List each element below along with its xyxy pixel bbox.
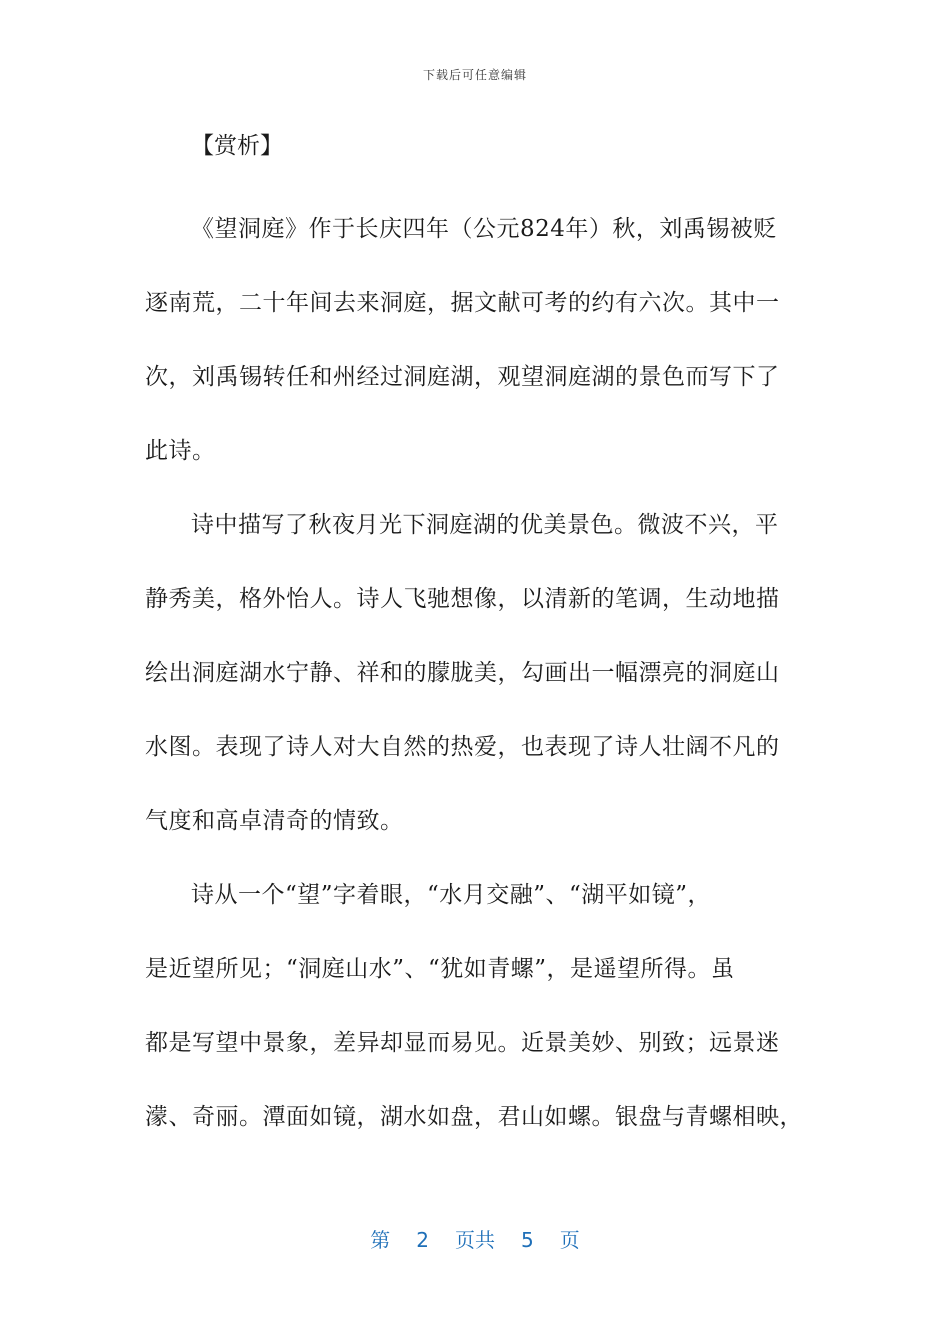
paragraph-line: 诗从一个“望”字着眼，“水月交融”、“湖平如镜”， xyxy=(191,882,712,908)
paragraph-line: 水图。表现了诗人对大自然的热爱，也表现了诗人壮阔不凡的 xyxy=(145,734,780,760)
footer-suffix: 页 xyxy=(559,1228,580,1252)
paragraph-line: 静秀美，格外怡人。诗人飞驰想像，以清新的笔调，生动地描 xyxy=(145,586,780,612)
paragraph-line: 次，刘禹锡转任和州经过洞庭湖，观望洞庭湖的景色而写下了 xyxy=(145,364,780,390)
footer-middle: 页共 xyxy=(455,1228,495,1252)
document-body xyxy=(145,118,805,1154)
paragraph-line: 都是写望中景象，差异却显而易见。近景美妙、别致；远景迷 xyxy=(145,1030,780,1056)
section-heading: 【赏析】 xyxy=(191,133,283,159)
paragraph-3 xyxy=(145,858,805,1154)
paragraph-line: 绘出洞庭湖水宁静、祥和的朦胧美，勾画出一幅漂亮的洞庭山 xyxy=(145,660,780,686)
paragraph-line: 《望洞庭》作于长庆四年（公元824年）秋，刘禹锡被贬 xyxy=(191,216,777,242)
paragraph-1 xyxy=(145,192,805,488)
paragraph-line: 逐南荒，二十年间去来洞庭，据文献可考的约有六次。其中一 xyxy=(145,290,780,316)
paragraph-line: 诗中描写了秋夜月光下洞庭湖的优美景色。微波不兴，平 xyxy=(191,512,779,538)
paragraph-2 xyxy=(145,488,805,858)
total-pages-number: 5 xyxy=(521,1228,534,1252)
paragraph-line: 是近望所见；“洞庭山水”、“犹如青螺”，是遥望所得。虽 xyxy=(145,956,735,982)
current-page-number: 2 xyxy=(416,1228,429,1252)
header-note: 下载后可任意编辑 xyxy=(422,68,527,82)
paragraph-line: 濛、奇丽。潭面如镜，湖水如盘，君山如螺。银盘与青螺相映， xyxy=(145,1104,803,1130)
paragraph-line: 气度和高卓清奇的情致。 xyxy=(145,808,404,834)
footer-prefix: 第 xyxy=(370,1228,391,1252)
page-footer xyxy=(0,1224,950,1253)
paragraph-line: 此诗。 xyxy=(145,438,216,464)
